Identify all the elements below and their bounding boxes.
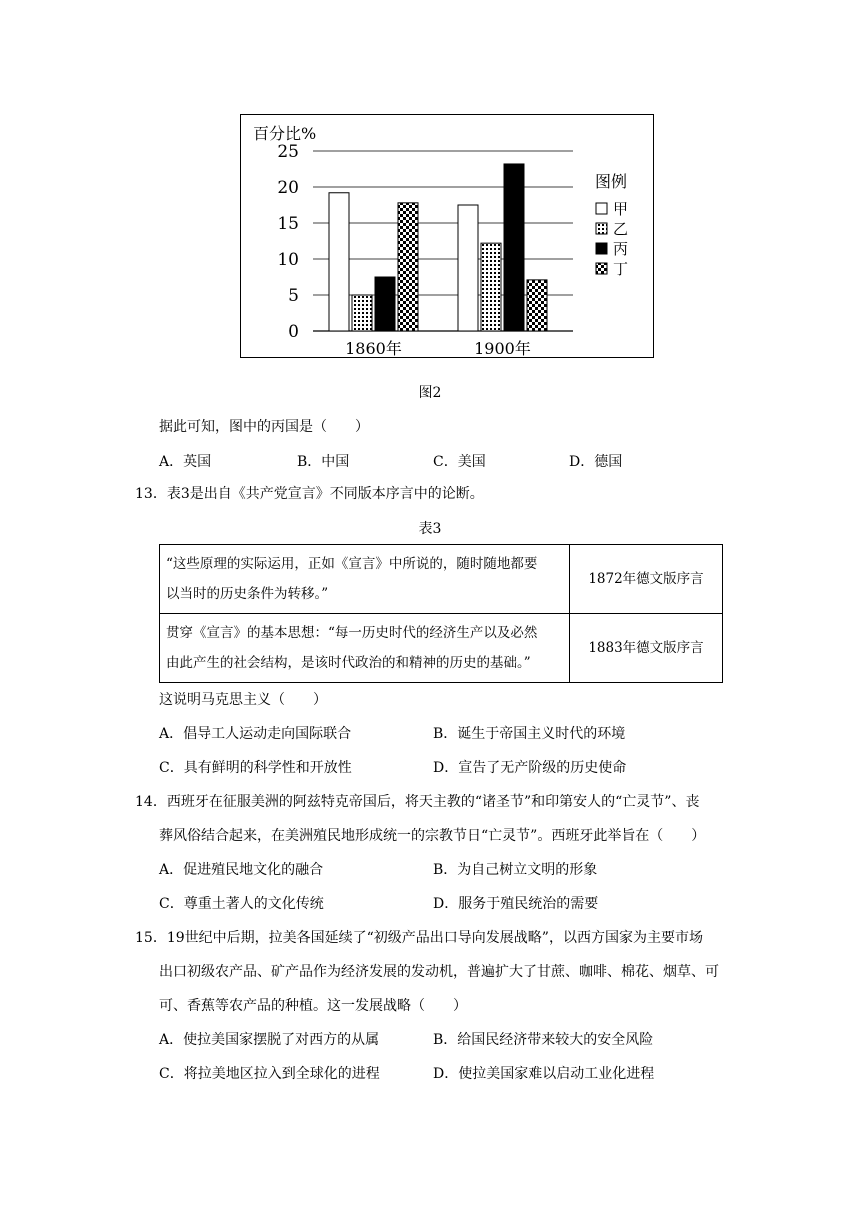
bar (504, 164, 524, 331)
table-3 (159, 544, 723, 683)
q15-option-c: C．将拉美地区拉入到全球化的进程 (159, 1066, 380, 1082)
q14-option-b: B．为自己树立文明的形象 (433, 862, 598, 878)
bar (329, 193, 349, 331)
legend-label: 丁 (613, 260, 629, 278)
legend-title: 图例 (595, 172, 628, 191)
y-tick-label: 15 (277, 214, 299, 234)
q14-line2: 葬风俗结合起来，在美洲殖民地形成统一的宗教节日“亡灵节”。西班牙此举旨在（ ） (159, 828, 706, 844)
table-cell-source: 1883年德文版序言 (570, 614, 723, 683)
q15-option-a: A．使拉美国家摆脱了对西方的从属 (159, 1032, 380, 1048)
q13-stem: 13．表3是出自《共产党宣言》不同版本序言中的论断。 (135, 486, 484, 502)
bar (458, 205, 478, 331)
bar (352, 295, 372, 331)
y-axis-label: 百分比% (253, 124, 317, 143)
y-tick-label: 0 (288, 322, 299, 342)
q13-option-b: B．诞生于帝国主义时代的环境 (433, 726, 626, 742)
q12-option-d: D．德国 (569, 454, 623, 470)
q14-option-d: D．服务于殖民统治的需要 (433, 896, 599, 912)
q13-option-d: D．宣告了无产阶级的历史使命 (433, 760, 627, 776)
q15-line1: 15．19世纪中后期，拉美各国延续了“初级产品出口导向发展战略”，以西方国家为主要市场 (135, 930, 703, 946)
quote-line: 由此产生的社会结构，是该时代政治的和精神的历史的基础。” (166, 655, 531, 671)
table-row (160, 614, 723, 683)
legend-label: 乙 (613, 220, 629, 238)
q15-line2: 出口初级农产品、矿产品作为经济发展的发动机，普遍扩大了甘蔗、咖啡、棉花、烟草、可 (159, 964, 719, 980)
y-tick-label: 20 (277, 178, 299, 198)
table-title: 表3 (418, 521, 442, 537)
legend-swatch (596, 223, 607, 234)
quote-line: 以当时的历史条件为转移。” (166, 586, 329, 602)
y-tick-label: 25 (277, 142, 299, 162)
q13-option-a: A．倡导工人运动走向国际联合 (159, 726, 352, 742)
bar (398, 203, 418, 331)
legend-label: 丙 (613, 240, 629, 258)
table-cell-source: 1872年德文版序言 (570, 545, 723, 614)
legend-swatch (596, 263, 607, 274)
bar (481, 243, 501, 331)
q12-stem: 据此可知，图中的丙国是（ ） (159, 419, 369, 435)
x-tick-label: 1900年 (474, 339, 531, 358)
q12-option-c: C．美国 (433, 454, 486, 470)
figure-caption: 图2 (418, 385, 442, 401)
chart-svg (241, 115, 655, 359)
q15-line3: 可、香蕉等农产品的种植。这一发展战略（ ） (159, 998, 467, 1014)
bar (527, 280, 547, 331)
table-cell-quote (160, 614, 570, 683)
table-cell-quote (160, 545, 570, 614)
q13-option-c: C．具有鲜明的科学性和开放性 (159, 760, 352, 776)
quote-line: “这些原理的实际运用，正如《宣言》中所说的，随时随地都要 (166, 556, 538, 572)
legend-label: 甲 (613, 200, 629, 218)
q14-line1: 14．西班牙在征服美洲的阿兹特克帝国后，将天主教的“诸圣节”和印第安人的“亡灵节”、丧 (135, 794, 700, 810)
q14-option-c: C．尊重土著人的文化传统 (159, 896, 324, 912)
y-tick-label: 10 (277, 250, 299, 270)
legend-swatch (596, 203, 607, 214)
bar (375, 277, 395, 331)
y-tick-label: 5 (288, 286, 299, 306)
q14-option-a: A．促进殖民地文化的融合 (159, 862, 324, 878)
q12-option-b: B．中国 (297, 454, 350, 470)
q12-option-a: A．英国 (159, 454, 212, 470)
q13-after: 这说明马克思主义（ ） (159, 692, 327, 708)
legend-swatch (596, 243, 607, 254)
q15-option-b: B．给国民经济带来较大的安全风险 (433, 1032, 654, 1048)
x-tick-label: 1860年 (345, 339, 402, 358)
bar-chart (240, 114, 654, 358)
table-row (160, 545, 723, 614)
q15-option-d: D．使拉美国家难以启动工业化进程 (433, 1066, 655, 1082)
quote-line: 贯穿《宣言》的基本思想：“每一历史时代的经济生产以及必然 (166, 625, 538, 641)
